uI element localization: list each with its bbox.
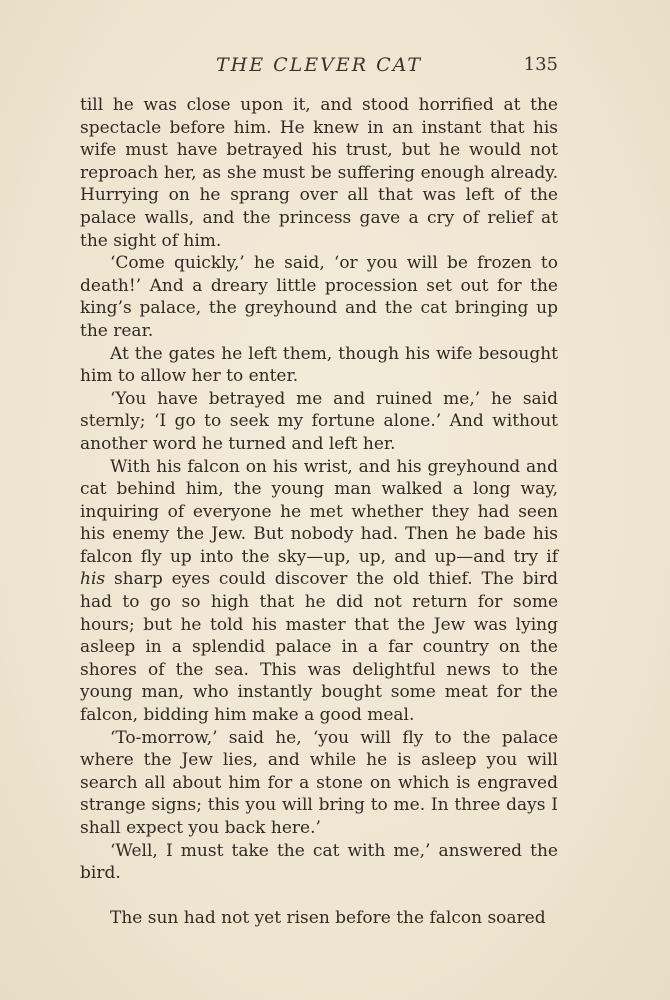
- body-text: [80, 94, 558, 929]
- paragraph: [80, 456, 558, 727]
- paragraph: At the gates he left them, though his wife besought him to allow her to enter.: [80, 343, 558, 387]
- running-head: [80, 54, 558, 84]
- paragraph: ‘Well, I must take the cat with me,’ answered the bird.: [80, 840, 558, 884]
- paragraph: ‘To-morrow,’ said he, ‘you will fly to the palace where the Jew lies, and while he is asleep you will search all about him for a stone on which is engraved strange signs; this you will bring to me. In three days I shall expect you back here.’: [80, 727, 558, 838]
- paragraph: ‘Come quickly,’ he said, ‘or you will be frozen to death!’ And a dreary little procession set out for the king’s palace, the greyhound and the cat bringing up the rear.: [80, 253, 558, 341]
- paragraph-text: With his falcon on his wrist, and his greyhound and cat behind him, the young man walked a long way, inquiring of everyone he met whether they had seen his enemy the Jew. But nobody had. Then he bade his falcon fly up into the sky—up, up, and up—and try if: [80, 456, 558, 567]
- paragraph-continued: till he was close upon it, and stood horrified at the spectacle before him. He knew in an instant that his wife must have betrayed his trust, but he would not reproach her, as she must be suffering enough already. Hurrying on he sprang over all that was left of the palace walls, and the princess gave a cry of relief at the sight of him.: [80, 95, 558, 251]
- paragraph: The sun had not yet risen before the falcon soared: [110, 907, 546, 928]
- paragraph-text: sharp eyes could discover the old thief. The bird had to go so high that he did not return for some hours; but he told his master that the Jew was lying asleep in a splendid palace in a far country on the shores of the sea. This was delightful news to the young man, who instantly bought some meat for the falcon, bidding him make a good meal.: [80, 569, 558, 726]
- running-title: THE CLEVER CAT: [215, 54, 422, 76]
- paragraph: ‘You have betrayed me and ruined me,’ he said sternly; ‘I go to seek my fortune alone.’ And without another word he turned and left her.: [80, 388, 558, 454]
- page-number: 135: [523, 54, 558, 75]
- emphasis-his: his: [80, 569, 106, 590]
